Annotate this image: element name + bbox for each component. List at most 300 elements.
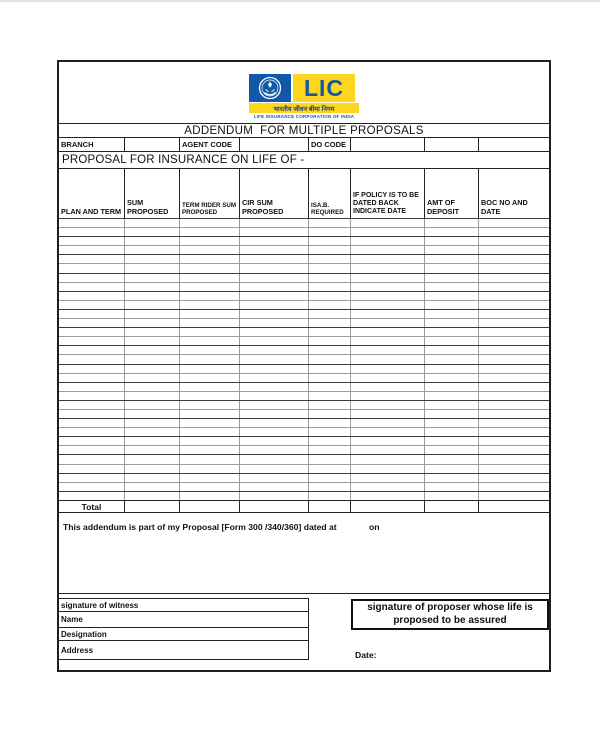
table-cell [59, 301, 125, 309]
table-cell [309, 455, 351, 463]
table-cell [425, 483, 479, 491]
table-cell [479, 465, 549, 473]
table-cell [59, 292, 125, 300]
table-cell [425, 428, 479, 436]
table-cell [180, 446, 240, 454]
table-cell [180, 365, 240, 373]
table-cell [351, 283, 425, 291]
table-cell [59, 365, 125, 373]
table-cell [479, 255, 549, 263]
table-cell [59, 437, 125, 445]
table-cell [180, 401, 240, 409]
table-cell [351, 455, 425, 463]
total-label: Total [59, 501, 125, 512]
table-cell [240, 328, 309, 336]
table-cell [309, 365, 351, 373]
table-cell [309, 255, 351, 263]
table-cell [59, 310, 125, 318]
table-cell [425, 374, 479, 382]
signature-of-witness-row: signature of witness [59, 599, 308, 612]
table-cell [425, 446, 479, 454]
table-cell [309, 419, 351, 427]
table-cell [180, 492, 240, 500]
table-cell [240, 255, 309, 263]
table-row [59, 345, 549, 354]
table-cell [309, 310, 351, 318]
table-cell [479, 283, 549, 291]
table-cell [240, 401, 309, 409]
table-cell [479, 401, 549, 409]
table-cell [240, 264, 309, 272]
table-cell [309, 410, 351, 418]
table-cell [240, 392, 309, 400]
table-cell [240, 292, 309, 300]
table-cell [479, 365, 549, 373]
table-cell [240, 274, 309, 282]
table-cell [59, 346, 125, 354]
table-cell [125, 383, 180, 391]
table-cell [125, 437, 180, 445]
table-cell [180, 483, 240, 491]
table-cell [180, 374, 240, 382]
table-cell [125, 483, 180, 491]
table-cell [240, 374, 309, 382]
table-cell [180, 264, 240, 272]
table-cell [479, 264, 549, 272]
table-cell [125, 264, 180, 272]
table-cell [425, 492, 479, 500]
table-cell [125, 319, 180, 327]
table-row [59, 254, 549, 263]
table-cell [59, 319, 125, 327]
table-cell [180, 346, 240, 354]
table-row [59, 400, 549, 409]
table-cell [425, 292, 479, 300]
table-cell [125, 328, 180, 336]
table-cell [425, 255, 479, 263]
page-top-edge [0, 0, 600, 2]
table-cell [125, 346, 180, 354]
table-cell [309, 492, 351, 500]
witness-name-row: Name [59, 612, 308, 628]
table-cell [125, 301, 180, 309]
table-cell [479, 446, 549, 454]
table-cell [479, 328, 549, 336]
table-cell [125, 401, 180, 409]
table-row [59, 263, 549, 272]
table-cell [425, 228, 479, 236]
table-cell [240, 419, 309, 427]
table-cell [180, 455, 240, 463]
table-cell [125, 310, 180, 318]
table-cell [479, 310, 549, 318]
table-cell [59, 410, 125, 418]
table-cell [425, 465, 479, 473]
table-cell [351, 255, 425, 263]
table-cell [309, 264, 351, 272]
table-cell [180, 219, 240, 227]
table-cell [309, 328, 351, 336]
table-cell [479, 237, 549, 245]
table-cell [479, 383, 549, 391]
col-header-isab-required: ISA.B. REQUIRED [309, 169, 351, 218]
table-cell [479, 455, 549, 463]
table-cell [240, 492, 309, 500]
table-cell [479, 246, 549, 254]
table-cell [240, 355, 309, 363]
table-cell [425, 264, 479, 272]
table-cell [240, 446, 309, 454]
logo-english-text: LIFE INSURANCE CORPORATION OF INDIA [253, 114, 355, 119]
table-cell [59, 446, 125, 454]
table-cell [59, 328, 125, 336]
table-cell [125, 228, 180, 236]
table-cell [59, 283, 125, 291]
table-row [59, 245, 549, 254]
table-cell [351, 328, 425, 336]
table-cell [479, 483, 549, 491]
table-cell [479, 219, 549, 227]
table-row [59, 336, 549, 345]
table-cell [479, 292, 549, 300]
col-header-boc-no-and-date: BOC NO AND DATE [481, 198, 528, 216]
table-cell [180, 310, 240, 318]
table-cell [59, 219, 125, 227]
table-cell [125, 255, 180, 263]
table-cell [125, 237, 180, 245]
table-cell [479, 428, 549, 436]
table-cell [351, 292, 425, 300]
table-cell [240, 365, 309, 373]
table-cell [240, 346, 309, 354]
table-cell [125, 374, 180, 382]
proposer-signature-box: signature of proposer whose life is proposed to be assured [351, 599, 549, 630]
table-cell [59, 383, 125, 391]
table-cell [425, 365, 479, 373]
table-cell [351, 401, 425, 409]
form-title: ADDENDUM FOR MULTIPLE PROPOSALS [59, 123, 549, 137]
table-cell [180, 246, 240, 254]
table-cell [309, 428, 351, 436]
table-cell [351, 365, 425, 373]
total-cell [125, 501, 180, 512]
table-cell [59, 401, 125, 409]
table-row [59, 418, 549, 427]
table-cell [59, 392, 125, 400]
table-cell [351, 483, 425, 491]
table-cell [351, 310, 425, 318]
total-cell [425, 501, 479, 512]
table-cell [125, 446, 180, 454]
table-cell [351, 228, 425, 236]
proposal-line: PROPOSAL FOR INSURANCE ON LIFE OF - [59, 151, 549, 168]
witness-address-row: Address [61, 645, 94, 655]
addendum-declaration-text: This addendum is part of my Proposal [Form 300 /340/360] dated at [63, 522, 337, 532]
table-row [59, 227, 549, 236]
total-cell [309, 501, 351, 512]
table-cell [125, 428, 180, 436]
table-cell [479, 337, 549, 345]
table-cell [425, 392, 479, 400]
table-cell [425, 301, 479, 309]
table-cell [180, 355, 240, 363]
table-row [59, 273, 549, 282]
table-cell [479, 374, 549, 382]
table-cell [180, 328, 240, 336]
addendum-on-text: on [369, 522, 380, 532]
table-cell [180, 410, 240, 418]
table-cell [125, 465, 180, 473]
table-cell [351, 301, 425, 309]
table-cell [351, 465, 425, 473]
table-cell [425, 474, 479, 482]
table-cell [240, 246, 309, 254]
table-cell [240, 383, 309, 391]
table-cell [351, 374, 425, 382]
table-cell [180, 419, 240, 427]
table-cell [240, 228, 309, 236]
witness-designation-row: Designation [59, 628, 308, 641]
col-header-if-policy-dated-back: IF POLICY IS TO BE DATED BACK INDICATE DATE [351, 169, 425, 218]
table-cell [125, 219, 180, 227]
table-row [59, 482, 549, 491]
table-row [59, 218, 549, 227]
table-cell [59, 483, 125, 491]
table-cell [479, 301, 549, 309]
table-cell [240, 410, 309, 418]
table-cell [351, 383, 425, 391]
table-cell [425, 246, 479, 254]
total-row [59, 500, 549, 513]
table-cell [309, 228, 351, 236]
table-empty-rows [59, 218, 549, 500]
table-cell [351, 419, 425, 427]
table-row [59, 327, 549, 336]
table-cell [309, 283, 351, 291]
addendum-form [57, 60, 551, 672]
table-cell [59, 337, 125, 345]
table-row [59, 300, 549, 309]
table-cell [309, 474, 351, 482]
table-cell [351, 346, 425, 354]
table-cell [59, 264, 125, 272]
total-cell [351, 501, 425, 512]
table-cell [125, 292, 180, 300]
table-cell [309, 355, 351, 363]
table-cell [479, 419, 549, 427]
table-cell [125, 455, 180, 463]
table-cell [425, 346, 479, 354]
table-cell [309, 337, 351, 345]
table-cell [351, 392, 425, 400]
table-cell [125, 474, 180, 482]
table-row [59, 391, 549, 400]
table-cell [59, 474, 125, 482]
table-cell [125, 392, 180, 400]
table-cell [59, 246, 125, 254]
table-cell [425, 401, 479, 409]
branch-label: BRANCH [59, 138, 125, 151]
table-cell [425, 410, 479, 418]
table-row [59, 436, 549, 445]
table-row [59, 364, 549, 373]
do-code-value-cell [351, 138, 425, 151]
table-cell [309, 301, 351, 309]
date-label: Date: [355, 650, 377, 660]
table-cell [59, 355, 125, 363]
table-cell [309, 374, 351, 382]
table-cell [309, 401, 351, 409]
table-cell [479, 492, 549, 500]
table-cell [309, 219, 351, 227]
table-cell [351, 337, 425, 345]
table-row [59, 354, 549, 363]
table-cell [180, 437, 240, 445]
table-cell [180, 274, 240, 282]
table-cell [351, 237, 425, 245]
table-cell [351, 319, 425, 327]
table-row [59, 427, 549, 436]
witness-box [59, 598, 309, 660]
table-cell [180, 237, 240, 245]
table-cell [479, 410, 549, 418]
table-row [59, 282, 549, 291]
table-cell [180, 392, 240, 400]
table-cell [240, 465, 309, 473]
table-cell [240, 483, 309, 491]
total-cell [180, 501, 240, 512]
table-row [59, 309, 549, 318]
table-cell [309, 465, 351, 473]
table-cell [309, 274, 351, 282]
table-cell [425, 419, 479, 427]
col-header-sum-proposed: SUM PROPOSED [125, 169, 180, 218]
table-cell [309, 483, 351, 491]
table-cell [425, 383, 479, 391]
table-cell [240, 237, 309, 245]
table-row [59, 318, 549, 327]
total-cell [240, 501, 309, 512]
table-row [59, 291, 549, 300]
table-cell [125, 492, 180, 500]
logo-section [59, 62, 549, 123]
table-cell [351, 492, 425, 500]
table-row [59, 464, 549, 473]
table-cell [240, 301, 309, 309]
table-cell [425, 283, 479, 291]
table-cell [479, 274, 549, 282]
table-cell [59, 255, 125, 263]
table-cell [309, 392, 351, 400]
table-cell [479, 228, 549, 236]
table-cell [425, 337, 479, 345]
header-blank-cell [479, 138, 549, 151]
table-cell [351, 264, 425, 272]
table-header-row [59, 168, 549, 218]
header-blank-cell [425, 138, 479, 151]
logo-hindi-text: भारतीय जीवन बीमा निगम [249, 103, 359, 113]
table-row [59, 236, 549, 245]
table-cell [180, 292, 240, 300]
table-cell [240, 437, 309, 445]
table-cell [351, 355, 425, 363]
table-cell [180, 255, 240, 263]
table-cell [351, 219, 425, 227]
table-row [59, 454, 549, 463]
table-cell [125, 419, 180, 427]
table-row [59, 491, 549, 500]
table-cell [125, 355, 180, 363]
table-cell [425, 310, 479, 318]
table-cell [180, 228, 240, 236]
col-header-plan-and-term: PLAN AND TERM [59, 169, 125, 218]
table-cell [309, 292, 351, 300]
table-cell [351, 274, 425, 282]
table-cell [425, 319, 479, 327]
table-cell [180, 283, 240, 291]
table-cell [351, 437, 425, 445]
table-cell [425, 328, 479, 336]
table-cell [180, 337, 240, 345]
lic-logo [249, 74, 359, 119]
table-cell [125, 283, 180, 291]
table-cell [180, 465, 240, 473]
table-cell [180, 383, 240, 391]
table-row [59, 445, 549, 454]
table-row [59, 382, 549, 391]
table-cell [125, 337, 180, 345]
col-header-term-rider-sum-proposed: TERM RIDER SUM PROPOSED [180, 169, 240, 218]
table-cell [425, 237, 479, 245]
table-cell [309, 319, 351, 327]
table-cell [479, 474, 549, 482]
table-cell [240, 474, 309, 482]
table-cell [180, 301, 240, 309]
total-cell [479, 501, 549, 512]
table-cell [59, 228, 125, 236]
table-cell [240, 283, 309, 291]
agent-code-label: AGENT CODE [180, 138, 240, 151]
table-cell [125, 274, 180, 282]
table-cell [125, 410, 180, 418]
table-cell [479, 346, 549, 354]
table-cell [180, 474, 240, 482]
table-cell [309, 446, 351, 454]
table-cell [425, 274, 479, 282]
do-code-label: DO CODE [309, 138, 351, 151]
table-cell [240, 455, 309, 463]
table-cell [59, 237, 125, 245]
table-row [59, 373, 549, 382]
col-header-amt-of-deposit: AMT OF DEPOSIT [425, 169, 479, 218]
branch-row [59, 137, 549, 151]
table-cell [59, 428, 125, 436]
col-header-cir-sum-proposed: CIR SUM PROPOSED [240, 169, 309, 218]
table-cell [180, 319, 240, 327]
lic-wordmark: LIC [293, 74, 355, 102]
table-cell [309, 237, 351, 245]
addendum-declaration-box [59, 513, 549, 593]
table-cell [479, 355, 549, 363]
table-cell [479, 437, 549, 445]
table-cell [240, 337, 309, 345]
table-cell [59, 455, 125, 463]
table-cell [59, 374, 125, 382]
table-cell [351, 474, 425, 482]
table-cell [309, 383, 351, 391]
table-cell [59, 274, 125, 282]
table-cell [351, 410, 425, 418]
